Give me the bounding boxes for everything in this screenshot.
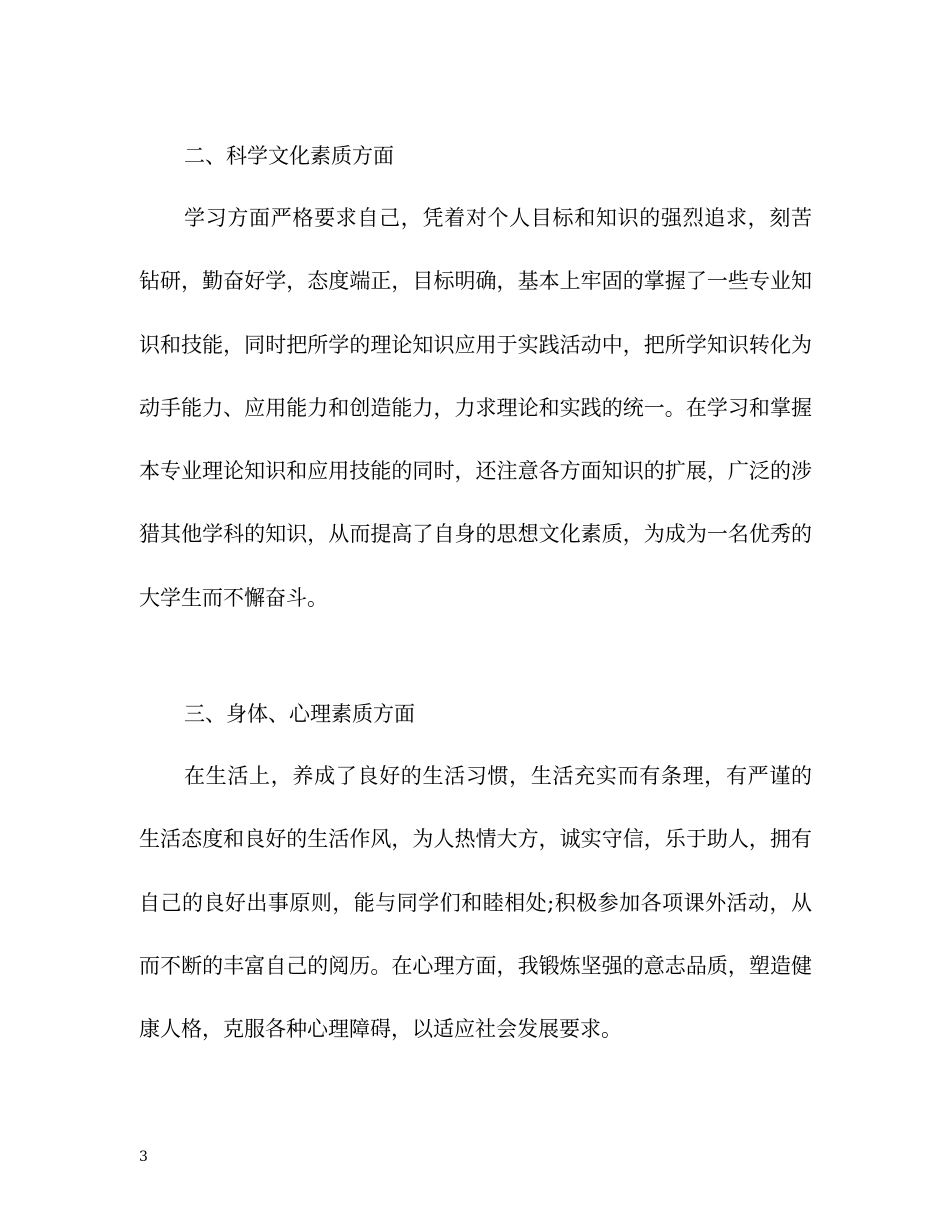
section-paragraph-science-culture: 学习方面严格要求自己，凭着对个人目标和知识的强烈追求，刻苦钻研，勤奋好学，态度端正，目标明确，基本上牢固的掌握了一些专业知识和技能，同时把所学的理论知识应用于实践活动中，把所学知识转化为动手能力、应用能力和创造能力，力求理论和实践的统一。在学习和掌握本专业理论知识和应用技能的同时，还注意各方面知识的扩展，广泛的涉猎其他学科的知识，从而提高了自身的思想文化素质，为成为一名优秀的大学生而不懈奋斗。 — [139, 206, 812, 610]
section-heading-science-culture: 二、科学文化素质方面 — [184, 144, 394, 168]
page-number: 3 — [139, 1149, 148, 1165]
section-paragraph-body-mind: 在生活上，养成了良好的生活习惯，生活充实而有条理，有严谨的生活态度和良好的生活作风，为人热情大方，诚实守信，乐于助人，拥有自己的良好出事原则，能与同学们和睦相处;积极参加各项课外活动，从而不断的丰富自己的阅历。在心理方面，我锻炼坚强的意志品质，塑造健康人格，克服各种心理障碍，以适应社会发展要求。 — [139, 764, 812, 1042]
section-heading-body-mind: 三、身体、心理素质方面 — [184, 702, 415, 726]
